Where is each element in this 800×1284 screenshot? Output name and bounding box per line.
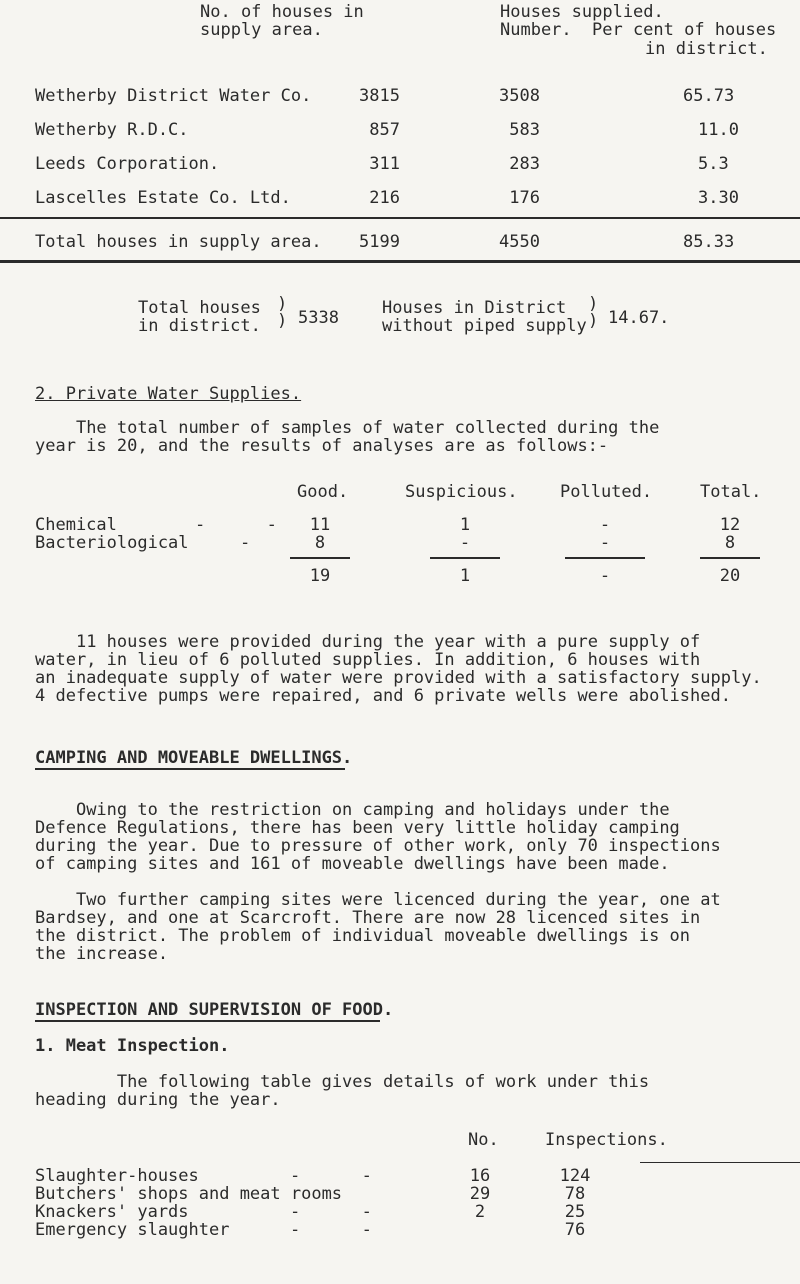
row-percent: 5.3 (698, 154, 729, 174)
paragraph-line: of camping sites and 161 of moveable dwellings have been made. (35, 854, 670, 874)
row-houses: 857 (369, 120, 400, 140)
row-name: Wetherby R.D.C. (35, 120, 189, 140)
paragraph-line: Bardsey, and one at Scarcroft. There are now 28 licenced sites in (35, 908, 701, 928)
dash: - - (195, 515, 277, 535)
paragraph-line: The total number of samples of water collected during the (75, 418, 660, 438)
summary-right-value: 14.67. (608, 308, 670, 328)
cell-polluted: - (599, 533, 611, 553)
cell-no: 29 (469, 1184, 491, 1204)
paragraph-line: 11 houses were provided during the year with a pure supply of (75, 632, 701, 652)
paragraph-line: year is 20, and the results of analyses are as follows:- (35, 436, 609, 456)
sub-heading: 1. Meat Inspection. (35, 1036, 230, 1056)
cell-good: 8 (314, 533, 326, 553)
divider (640, 1162, 800, 1163)
row-supplied: 283 (509, 154, 540, 174)
total-polluted: - (599, 566, 611, 586)
dash: - (240, 533, 251, 553)
col-header-inspections: Inspections. (545, 1130, 668, 1150)
row-label: Chemical (35, 515, 117, 535)
header-col2-line2: Number. (500, 20, 572, 40)
row-supplied: 176 (509, 188, 540, 208)
dash: - - (290, 1202, 372, 1222)
cell-inspections: 124 (559, 1166, 591, 1186)
divider (0, 260, 800, 263)
paragraph-line: Two further camping sites were licenced during the year, one at (75, 890, 721, 910)
cell-total: 8 (724, 533, 736, 553)
total-name: Total houses in supply area. (35, 232, 322, 252)
col-header-total: Total. (700, 482, 762, 502)
paragraph-line: water, in lieu of 6 polluted supplies. In addition, 6 houses with (35, 650, 701, 670)
brace-icon: ) ) (277, 294, 288, 331)
divider (565, 557, 645, 559)
row-houses: 3815 (359, 86, 400, 106)
total-good: 19 (309, 566, 331, 586)
row-label: Knackers' yards (35, 1202, 189, 1222)
section-heading: 2. Private Water Supplies. (35, 384, 302, 404)
cell-inspections: 78 (564, 1184, 586, 1204)
paragraph-line: an inadequate supply of water were provided with a satisfactory supply. (35, 668, 762, 688)
total-total: 20 (719, 566, 741, 586)
cell-no: 16 (469, 1166, 491, 1186)
row-name: Leeds Corporation. (35, 154, 220, 174)
cell-good: 11 (309, 515, 331, 535)
divider (35, 1020, 380, 1022)
total-houses: 5199 (359, 232, 400, 252)
col-header-polluted: Polluted. (560, 482, 653, 502)
section-heading: CAMPING AND MOVEABLE DWELLINGS. (35, 748, 353, 768)
header-col1-line2: supply area. (200, 20, 323, 40)
divider (290, 557, 350, 559)
row-percent: 65.73 (683, 86, 735, 106)
col-header-good: Good. (297, 482, 349, 502)
row-label: Bacteriological (35, 533, 189, 553)
cell-suspicious: - (459, 533, 471, 553)
divider (0, 217, 800, 219)
dash: - - (290, 1166, 372, 1186)
cell-inspections: 25 (564, 1202, 586, 1222)
summary-left-line2: in district. (138, 316, 261, 336)
total-supplied: 4550 (499, 232, 540, 252)
header-col1-line1: No. of houses in (200, 2, 364, 22)
header-col2-line1: Houses supplied. (500, 2, 664, 22)
total-percent: 85.33 (683, 232, 735, 252)
row-supplied: 3508 (499, 86, 540, 106)
brace-icon: ) ) (588, 294, 599, 331)
col-header-suspicious: Suspicious. (405, 482, 518, 502)
cell-polluted: - (599, 515, 611, 535)
paragraph-line: The following table gives details of work under this (116, 1072, 650, 1092)
paragraph-line: heading during the year. (35, 1090, 281, 1110)
row-supplied: 583 (509, 120, 540, 140)
divider (700, 557, 760, 559)
summary-right-line1: Houses in District (382, 298, 567, 318)
paragraph-line: 4 defective pumps were repaired, and 6 private wells were abolished. (35, 686, 731, 706)
paragraph-line: the district. The problem of individual moveable dwellings is on (35, 926, 691, 946)
dash: - - (290, 1220, 372, 1240)
row-houses: 216 (369, 188, 400, 208)
divider (35, 768, 345, 770)
row-houses: 311 (369, 154, 400, 174)
col-header-no: No. (468, 1130, 499, 1150)
row-label: Slaughter-houses (35, 1166, 199, 1186)
section-heading: INSPECTION AND SUPERVISION OF FOOD. (35, 1000, 394, 1020)
row-percent: 3.30 (698, 188, 739, 208)
paragraph-line: during the year. Due to pressure of other work, only 70 inspections (35, 836, 721, 856)
paragraph-line: the increase. (35, 944, 169, 964)
summary-left-line1: Total houses (138, 298, 261, 318)
row-label: Emergency slaughter (35, 1220, 230, 1240)
cell-suspicious: 1 (459, 515, 471, 535)
header-col3-line3: in district. (645, 39, 768, 59)
paragraph-line: Defence Regulations, there has been very little holiday camping (35, 818, 680, 838)
summary-right-line2: without piped supply (382, 316, 587, 336)
summary-left-value: 5338 (298, 308, 339, 328)
divider (430, 557, 500, 559)
row-percent: 11.0 (698, 120, 739, 140)
cell-inspections: 76 (564, 1220, 586, 1240)
header-col3-line2: Per cent of houses (592, 20, 777, 40)
row-label: Butchers' shops and meat rooms (35, 1184, 343, 1204)
cell-no: 2 (474, 1202, 486, 1222)
row-name: Lascelles Estate Co. Ltd. (35, 188, 291, 208)
row-name: Wetherby District Water Co. (35, 86, 312, 106)
total-suspicious: 1 (459, 566, 471, 586)
cell-total: 12 (719, 515, 741, 535)
paragraph-line: Owing to the restriction on camping and holidays under the (75, 800, 670, 820)
